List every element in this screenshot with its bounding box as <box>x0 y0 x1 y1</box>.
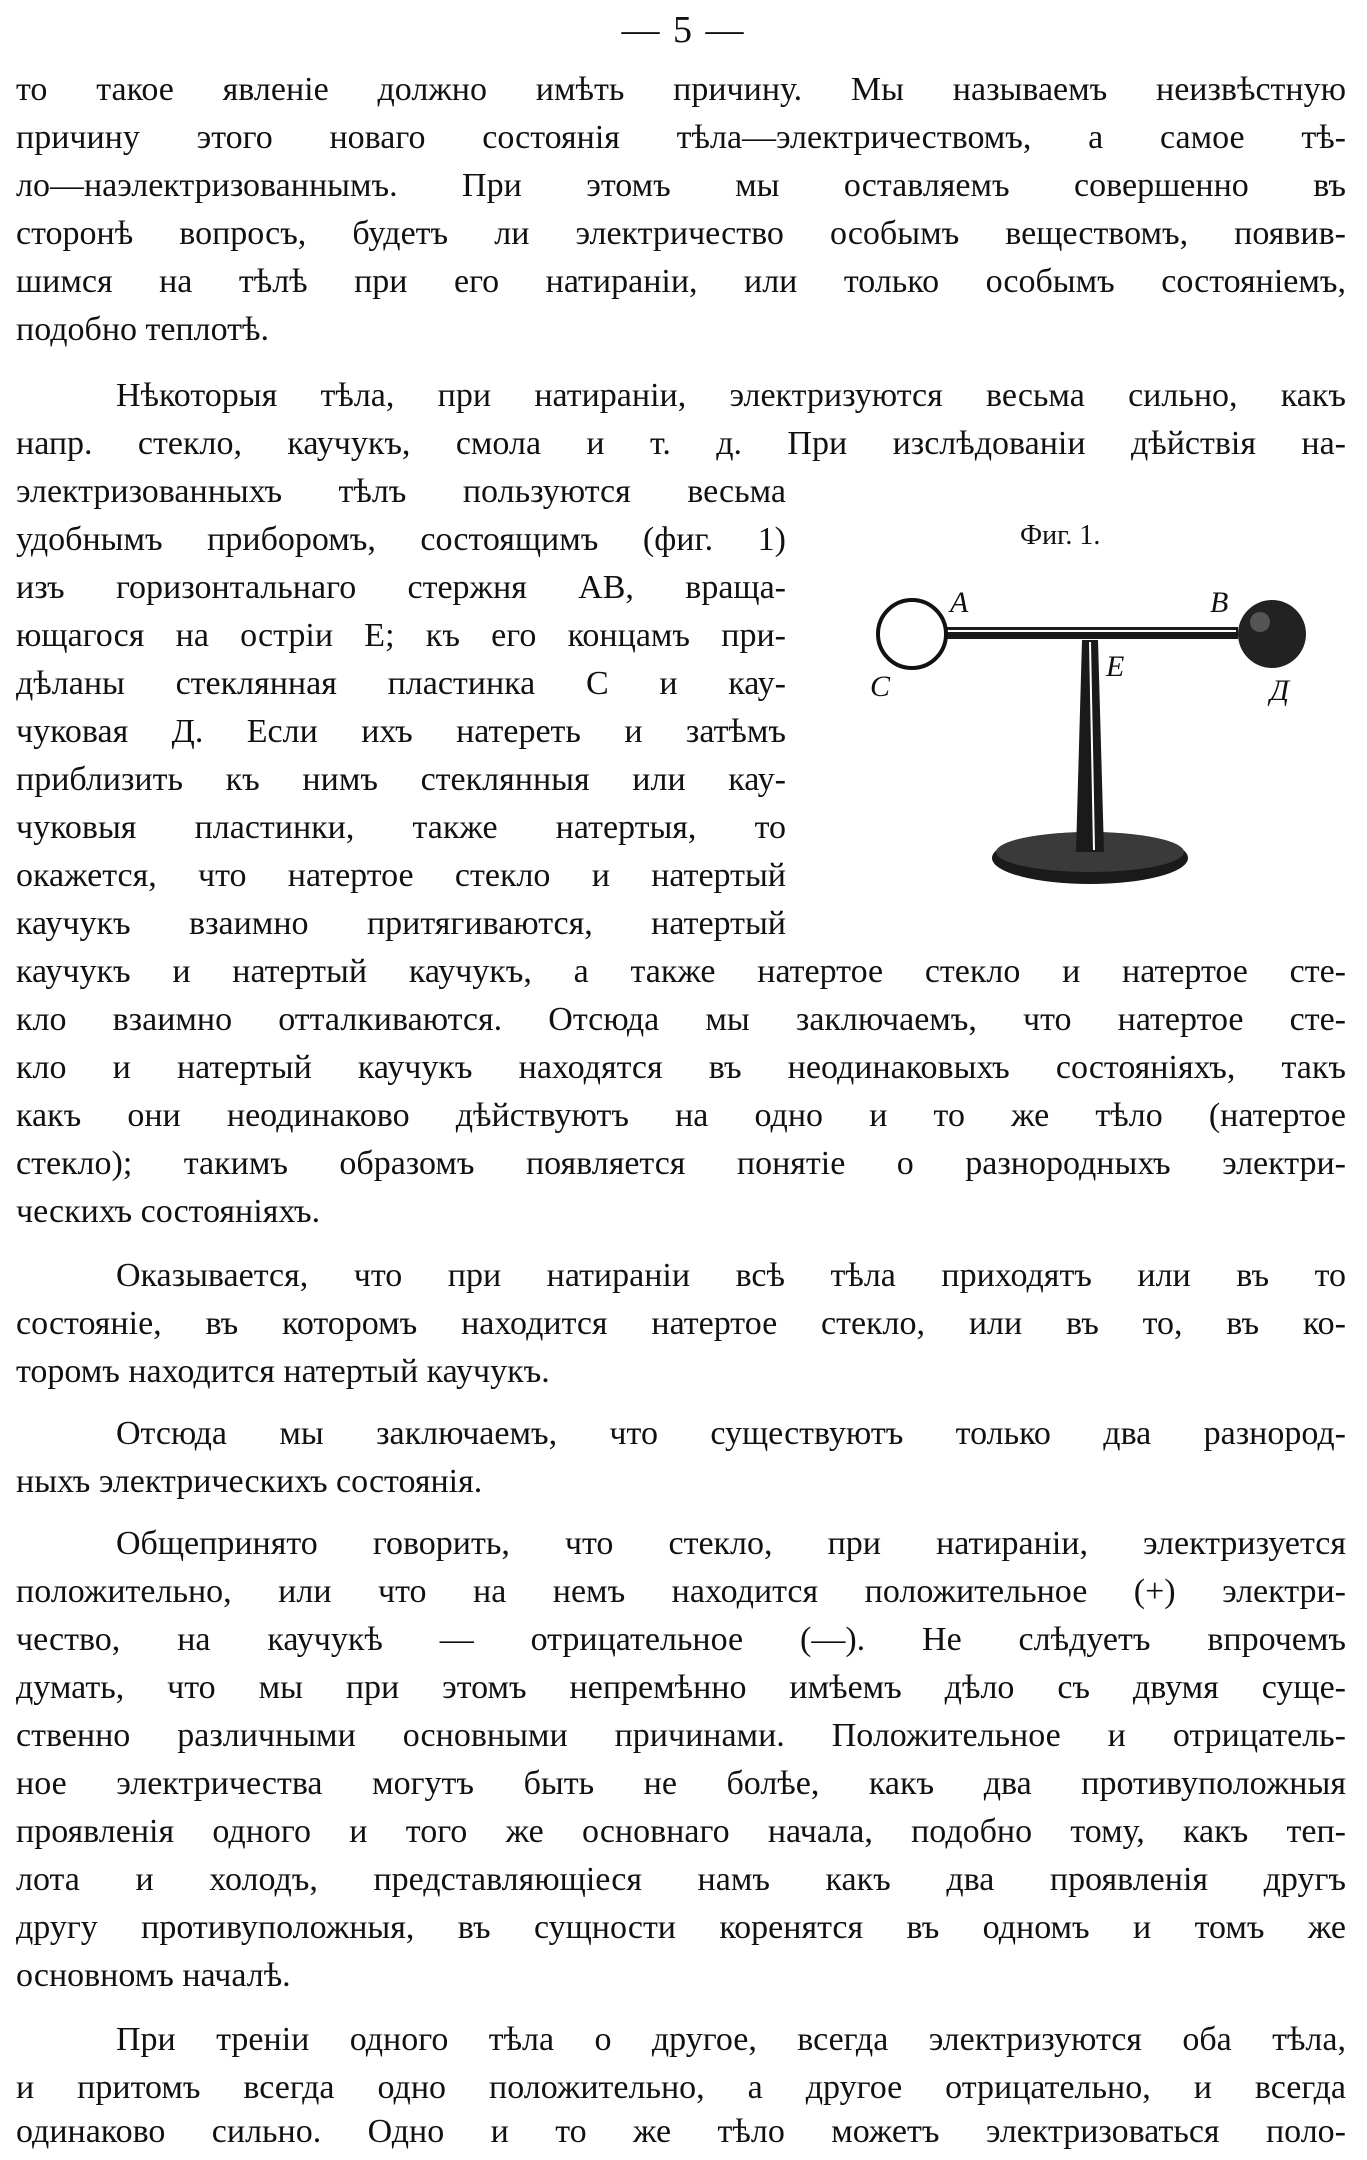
text-line: приблизить къ нимъ стеклянныя или кау- <box>16 761 786 798</box>
text-line: электризованныхъ тѣлъ пользуются весьма <box>16 473 786 510</box>
text-line: какъ они неодинаково дѣйствуютъ на одно и то же тѣло (натертое <box>16 1097 1346 1134</box>
text-line: другу противуположныя, въ сущности коренятся въ одномъ и томъ же <box>16 1909 1346 1946</box>
rubber-plate-d <box>1238 600 1306 668</box>
text-line: торомъ находится натертый каучукъ. <box>16 1353 550 1390</box>
text-line: состояніе, въ которомъ находится натертое стекло, или въ то, въ ко- <box>16 1305 1346 1342</box>
text-line: лота и холодъ, представляющіеся намъ какъ два проявленія другъ <box>16 1861 1346 1898</box>
text-line: Общепринято говорить, что стекло, при натираніи, электризуется <box>116 1525 1346 1562</box>
text-line: Отсюда мы заключаемъ, что существуютъ только два разнород- <box>116 1415 1346 1452</box>
text-line: каучукъ и натертый каучукъ, а также натертое стекло и натертое сте- <box>16 953 1346 990</box>
text-line: и притомъ всегда одно положительно, а другое отрицательно, и всегда <box>16 2069 1346 2106</box>
figure-caption: Фиг. 1. <box>1020 520 1101 551</box>
text-line: причину этого новаго состоянія тѣла—электричествомъ, а самое тѣ- <box>16 119 1346 156</box>
glass-plate-c <box>878 600 946 668</box>
text-line: чуковая Д. Если ихъ натереть и затѣмъ <box>16 713 786 750</box>
text-line: чество, на каучукѣ — отрицательное (—). Не слѣдуетъ впрочемъ <box>16 1621 1346 1658</box>
text-line: дѣланы стеклянная пластинка C и кау- <box>16 665 786 702</box>
text-line: проявленія одного и того же основнаго начала, подобно тому, какъ теп- <box>16 1813 1346 1850</box>
label-d: Д <box>1270 674 1290 707</box>
rod-ab <box>942 627 1238 639</box>
text-line: подобно теплотѣ. <box>16 311 269 348</box>
label-b: B <box>1210 586 1229 619</box>
label-a: A <box>950 586 969 619</box>
figure-electroscope <box>850 570 1330 900</box>
text-line: напр. стекло, каучукъ, смола и т. д. При изслѣдованіи дѣйствія на- <box>16 425 1346 462</box>
text-line: кло и натертый каучукъ находятся въ неодинаковыхъ состояніяхъ, такъ <box>16 1049 1346 1086</box>
text-line: ющагося на остріи E; къ его концамъ при- <box>16 617 786 654</box>
text-line: кло взаимно отталкиваются. Отсюда мы заключаемъ, что натертое сте- <box>16 1001 1346 1038</box>
text-line: одинаково сильно. Одно и то же тѣло можетъ электризоваться поло- <box>16 2113 1346 2150</box>
page-number: — 5 — <box>621 9 746 51</box>
text-line: ныхъ электрическихъ состоянія. <box>16 1463 483 1500</box>
text-line: изъ горизонтальнаго стержня AB, враща- <box>16 569 786 606</box>
text-line: окажется, что натертое стекло и натертый <box>16 857 786 894</box>
text-line: Нѣкоторыя тѣла, при натираніи, электризуются весьма сильно, какъ <box>116 377 1346 414</box>
label-e: E <box>1106 650 1125 683</box>
text-line: ственно различными основными причинами. Положительное и отрицатель- <box>16 1717 1346 1754</box>
text-line: стекло); такимъ образомъ появляется понятіе о разнородныхъ электри- <box>16 1145 1346 1182</box>
text-line: Оказывается, что при натираніи всѣ тѣла приходятъ или въ то <box>116 1257 1346 1294</box>
text-line: ческихъ состояніяхъ. <box>16 1193 321 1230</box>
text-line: сторонѣ вопросъ, будетъ ли электричество особымъ веществомъ, появив- <box>16 215 1346 252</box>
text-line: удобнымъ приборомъ, состоящимъ (фиг. 1) <box>16 521 786 558</box>
text-line: ло—наэлектризованнымъ. При этомъ мы оставляемъ совершенно въ <box>16 167 1346 204</box>
text-line: думать, что мы при этомъ непремѣнно имѣемъ дѣло съ двумя суще- <box>16 1669 1346 1706</box>
text-line: чуковыя пластинки, также натертыя, то <box>16 809 786 846</box>
text-line: то такое явленіе должно имѣть причину. Мы называемъ неизвѣстную <box>16 71 1346 108</box>
text-line: шимся на тѣлѣ при его натираніи, или только особымъ состояніемъ, <box>16 263 1346 300</box>
text-line: основномъ началѣ. <box>16 1957 291 1994</box>
text-line: ное электричества могутъ быть не болѣе, какъ два противуположныя <box>16 1765 1346 1802</box>
text-line: положительно, или что на немъ находится положительное (+) электри- <box>16 1573 1346 1610</box>
label-c: C <box>870 670 891 703</box>
text-line: каучукъ взаимно притягиваются, натертый <box>16 905 786 942</box>
text-line: При треніи одного тѣла о другое, всегда электризуются оба тѣла, <box>116 2021 1346 2058</box>
